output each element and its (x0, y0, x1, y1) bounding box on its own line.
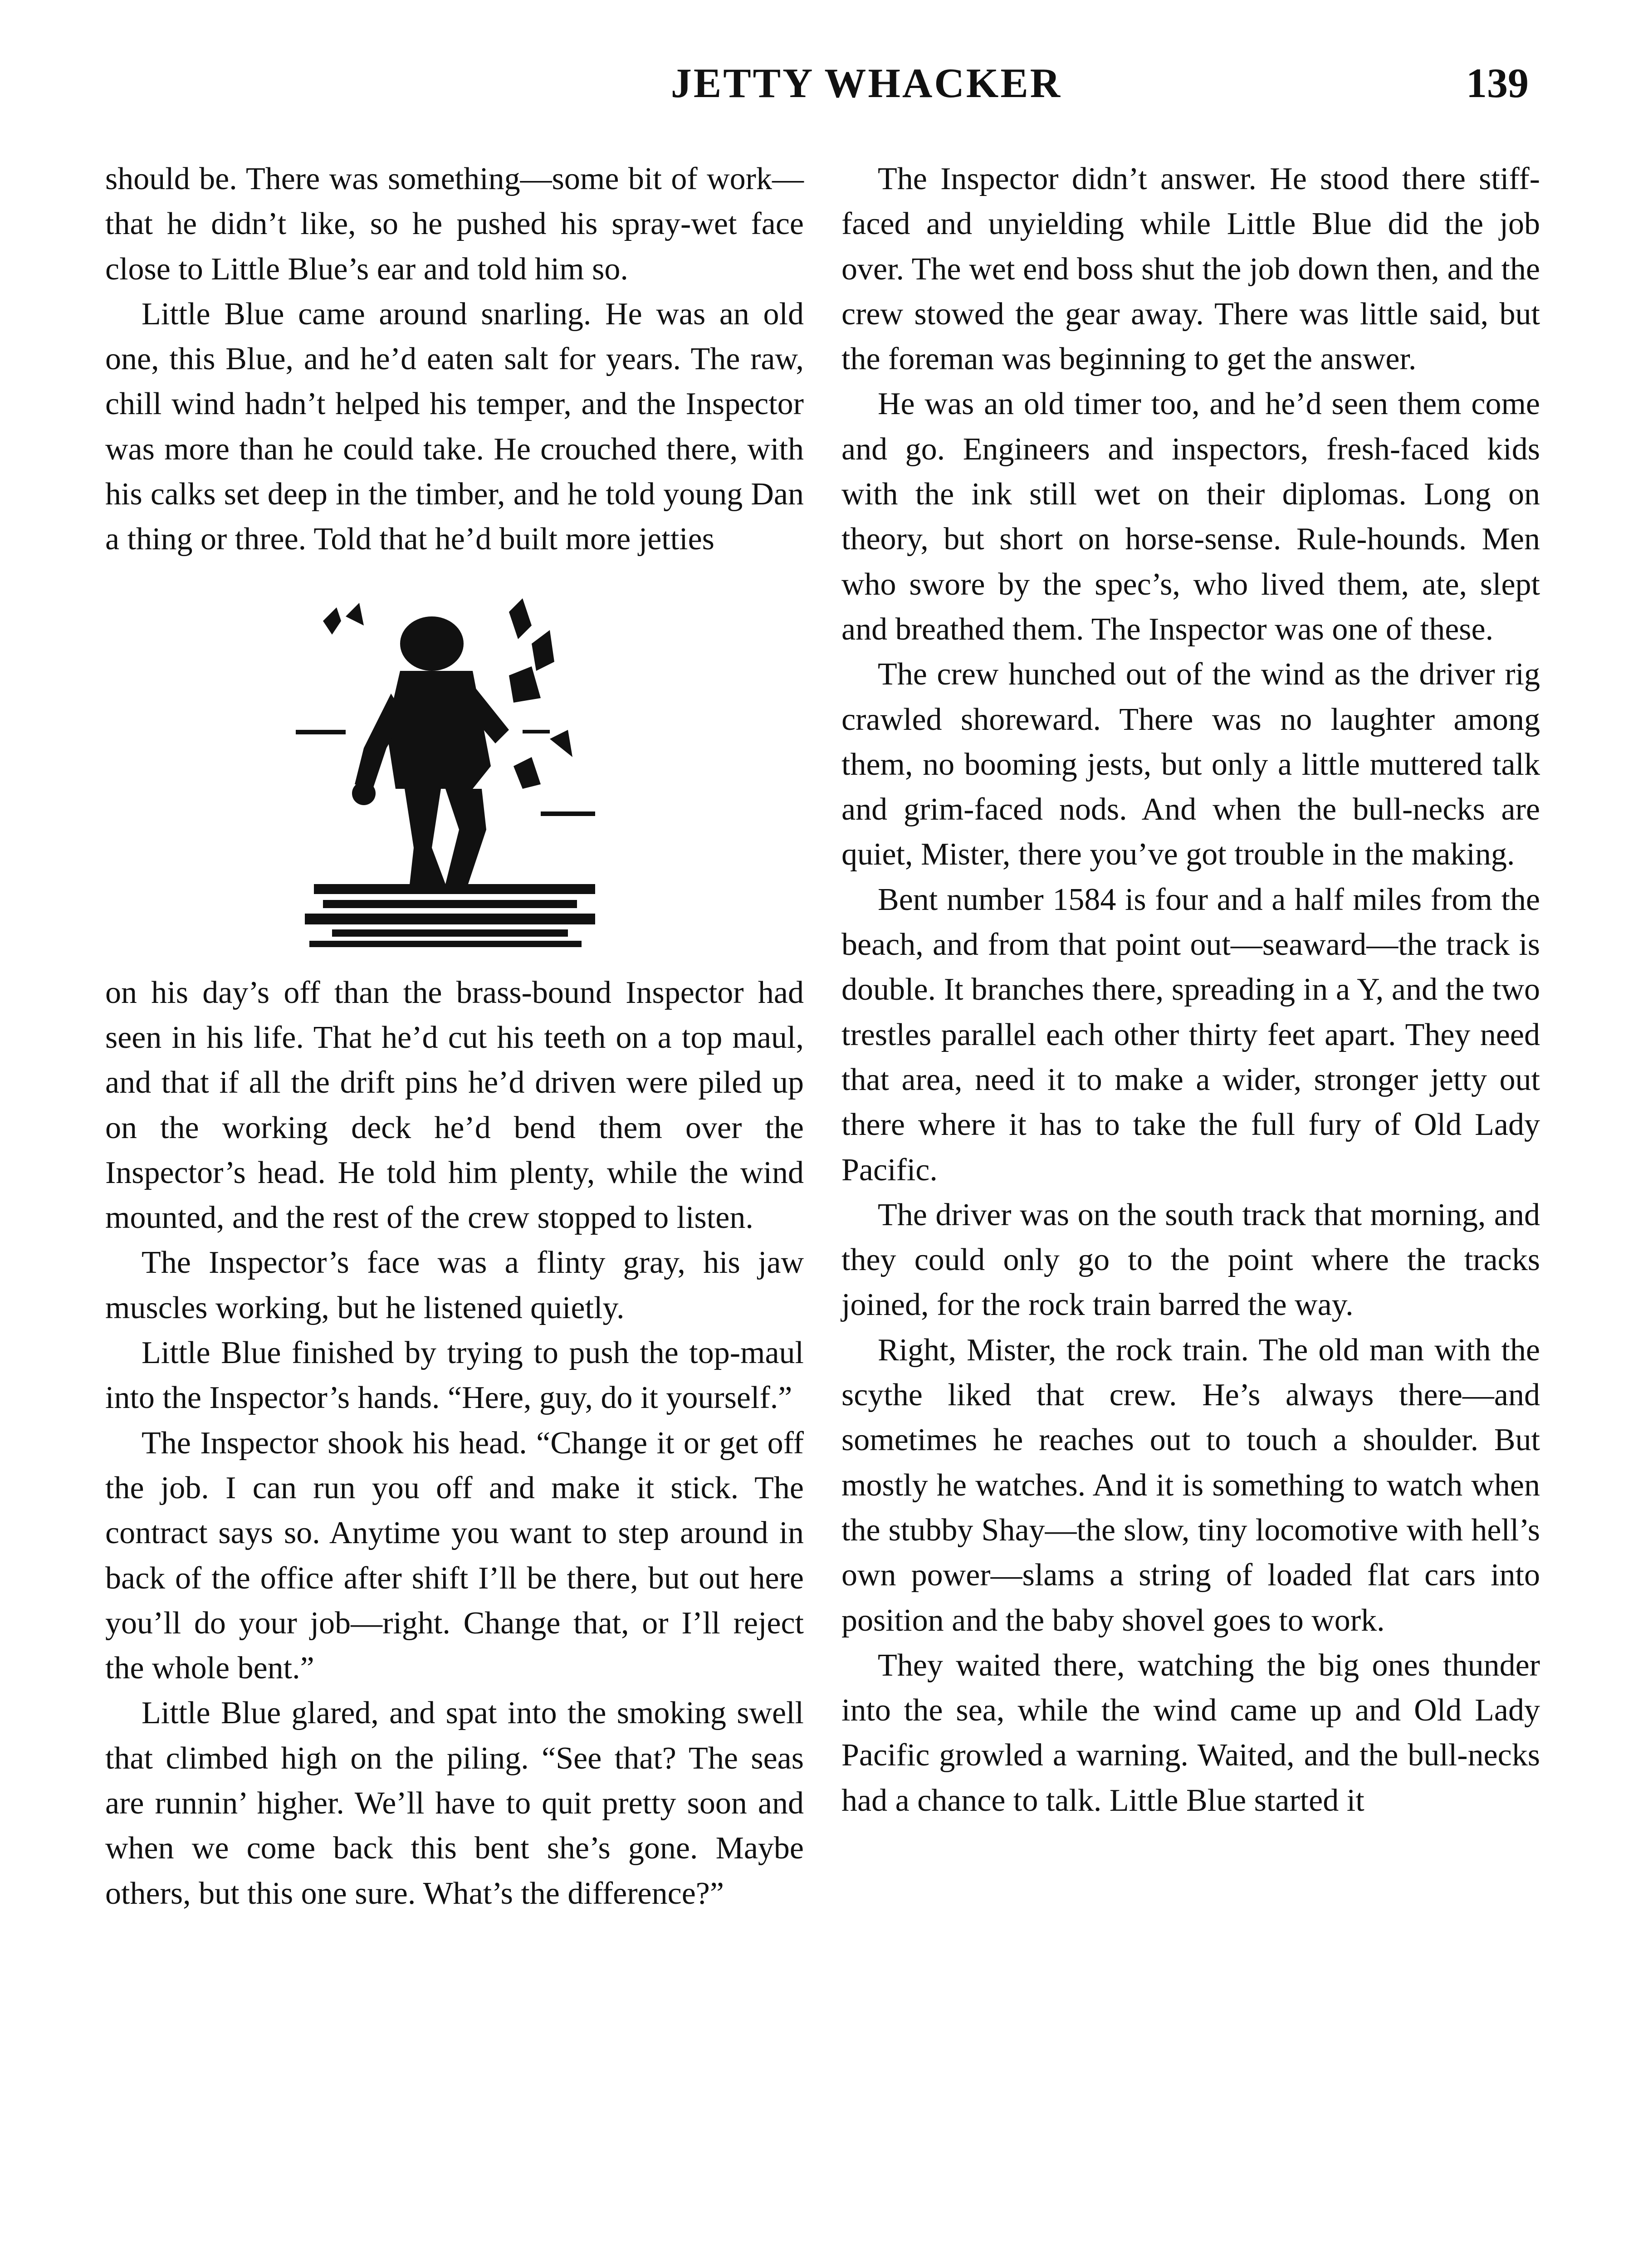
paragraph: The Inspector’s face was a flinty gray, his jaw muscles working, but he listened quietly. (105, 1245, 804, 1325)
paragraph: The crew hunched out of the wind as the driver rig crawled shoreward. There was no laughter among them, no booming jests, but only a little muttered talk and grim-faced nods. And when the bull-necks are quiet, Mister, there you’ve got trouble in the making. (841, 657, 1540, 872)
page-header (104, 59, 1529, 122)
paragraph: The Inspector shook his head. “Change it or get off the job. I can run you off and make it stick. The contract says so. Anytime you want to step around in back of the office after shift I’ll be there, but out here you’ll do your job—right. Change that, or I’ll reject the whole bent.” (105, 1425, 804, 1686)
paragraph: Little Blue finished by trying to push the top-maul into the Inspector’s hands. “Here, guy, do it yourself.” (105, 1335, 804, 1416)
paragraph: The Inspector didn’t answer. He stood there stiff-faced and unyielding while Little Blue did the job over. The wet end boss shut the job down then, and the crew stowed the gear away. There was little said, but the foreman was beginning to get the answer. (841, 161, 1540, 377)
paragraph: Little Blue glared, and spat into the smoking swell that climbed high on the piling. “See that? The seas are runnin’ higher. We’ll have to quit pretty soon and when we come back this bent she’s gone. Maybe others, but this one sure. What’s the difference?” (105, 1696, 804, 1911)
paragraph: should be. There was something—some bit of work—that he didn’t like, so he pushed his spray-wet face close to Little Blue’s ear and told him so. (105, 161, 804, 287)
illustration (105, 594, 804, 957)
page-number: 139 (1466, 60, 1529, 106)
paragraph: They waited there, watching the big ones thunder into the sea, while the wind came up and Old Lady Pacific growled a warning. Waited, and the bull-necks had a chance to talk. Little Blue started it (841, 1647, 1540, 1818)
paragraph: Little Blue came around snarling. He was an old one, this Blue, and he’d eaten salt for years. The raw, chill wind hadn’t helped his temper, and the Inspector was more than he could take. He crouched there, with his calks set deep in the timber, and he told young Dan a thing or three. Told that he’d built more jetties (105, 296, 804, 557)
paragraph: Right, Mister, the rock train. The old man with the scythe liked that crew. He’s always there—and sometimes he reaches out to touch a shoulder. But mostly he watches. And it is something to watch when the stubby Shay—the slow, tiny locomotive with hell’s own power—slams a string of loaded flat cars into position and the baby shovel goes to work. (841, 1332, 1540, 1638)
left-column (105, 156, 804, 1916)
paragraph: on his day’s off than the brass-bound Inspector had seen in his life. That he’d cut his teeth on a top maul, and that if all the drift pins he’d driven were piled up on the working deck he’d bend them over the Inspector’s head. He told him plenty, while the wind mounted, and the rest of the crew stopped to listen. (105, 975, 804, 1236)
right-column (841, 156, 1540, 1823)
paragraph: The driver was on the south track that morning, and they could only go to the point where the tracks joined, for the rock train barred the way. (841, 1197, 1540, 1323)
running-title: JETTY WHACKER (670, 60, 1062, 106)
man-on-jetty-illustration-icon (296, 594, 622, 957)
paragraph: He was an old timer too, and he’d seen them come and go. Engineers and inspectors, fresh-faced kids with the ink still wet on their diplomas. Long on theory, but short on horse-sense. Rule-hounds. Men who swore by the spec’s, who lived them, ate, slept and breathed them. The Inspector was one of these. (841, 386, 1540, 647)
paragraph: Bent number 1584 is four and a half miles from the beach, and from that point out—seaward—the track is double. It branches there, spreading in a Y, and the two trestles parallel each other thirty feet apart. They need that area, need it to make a wider, stronger jetty out there where it has to take the full fury of Old Lady Pacific. (841, 882, 1540, 1188)
